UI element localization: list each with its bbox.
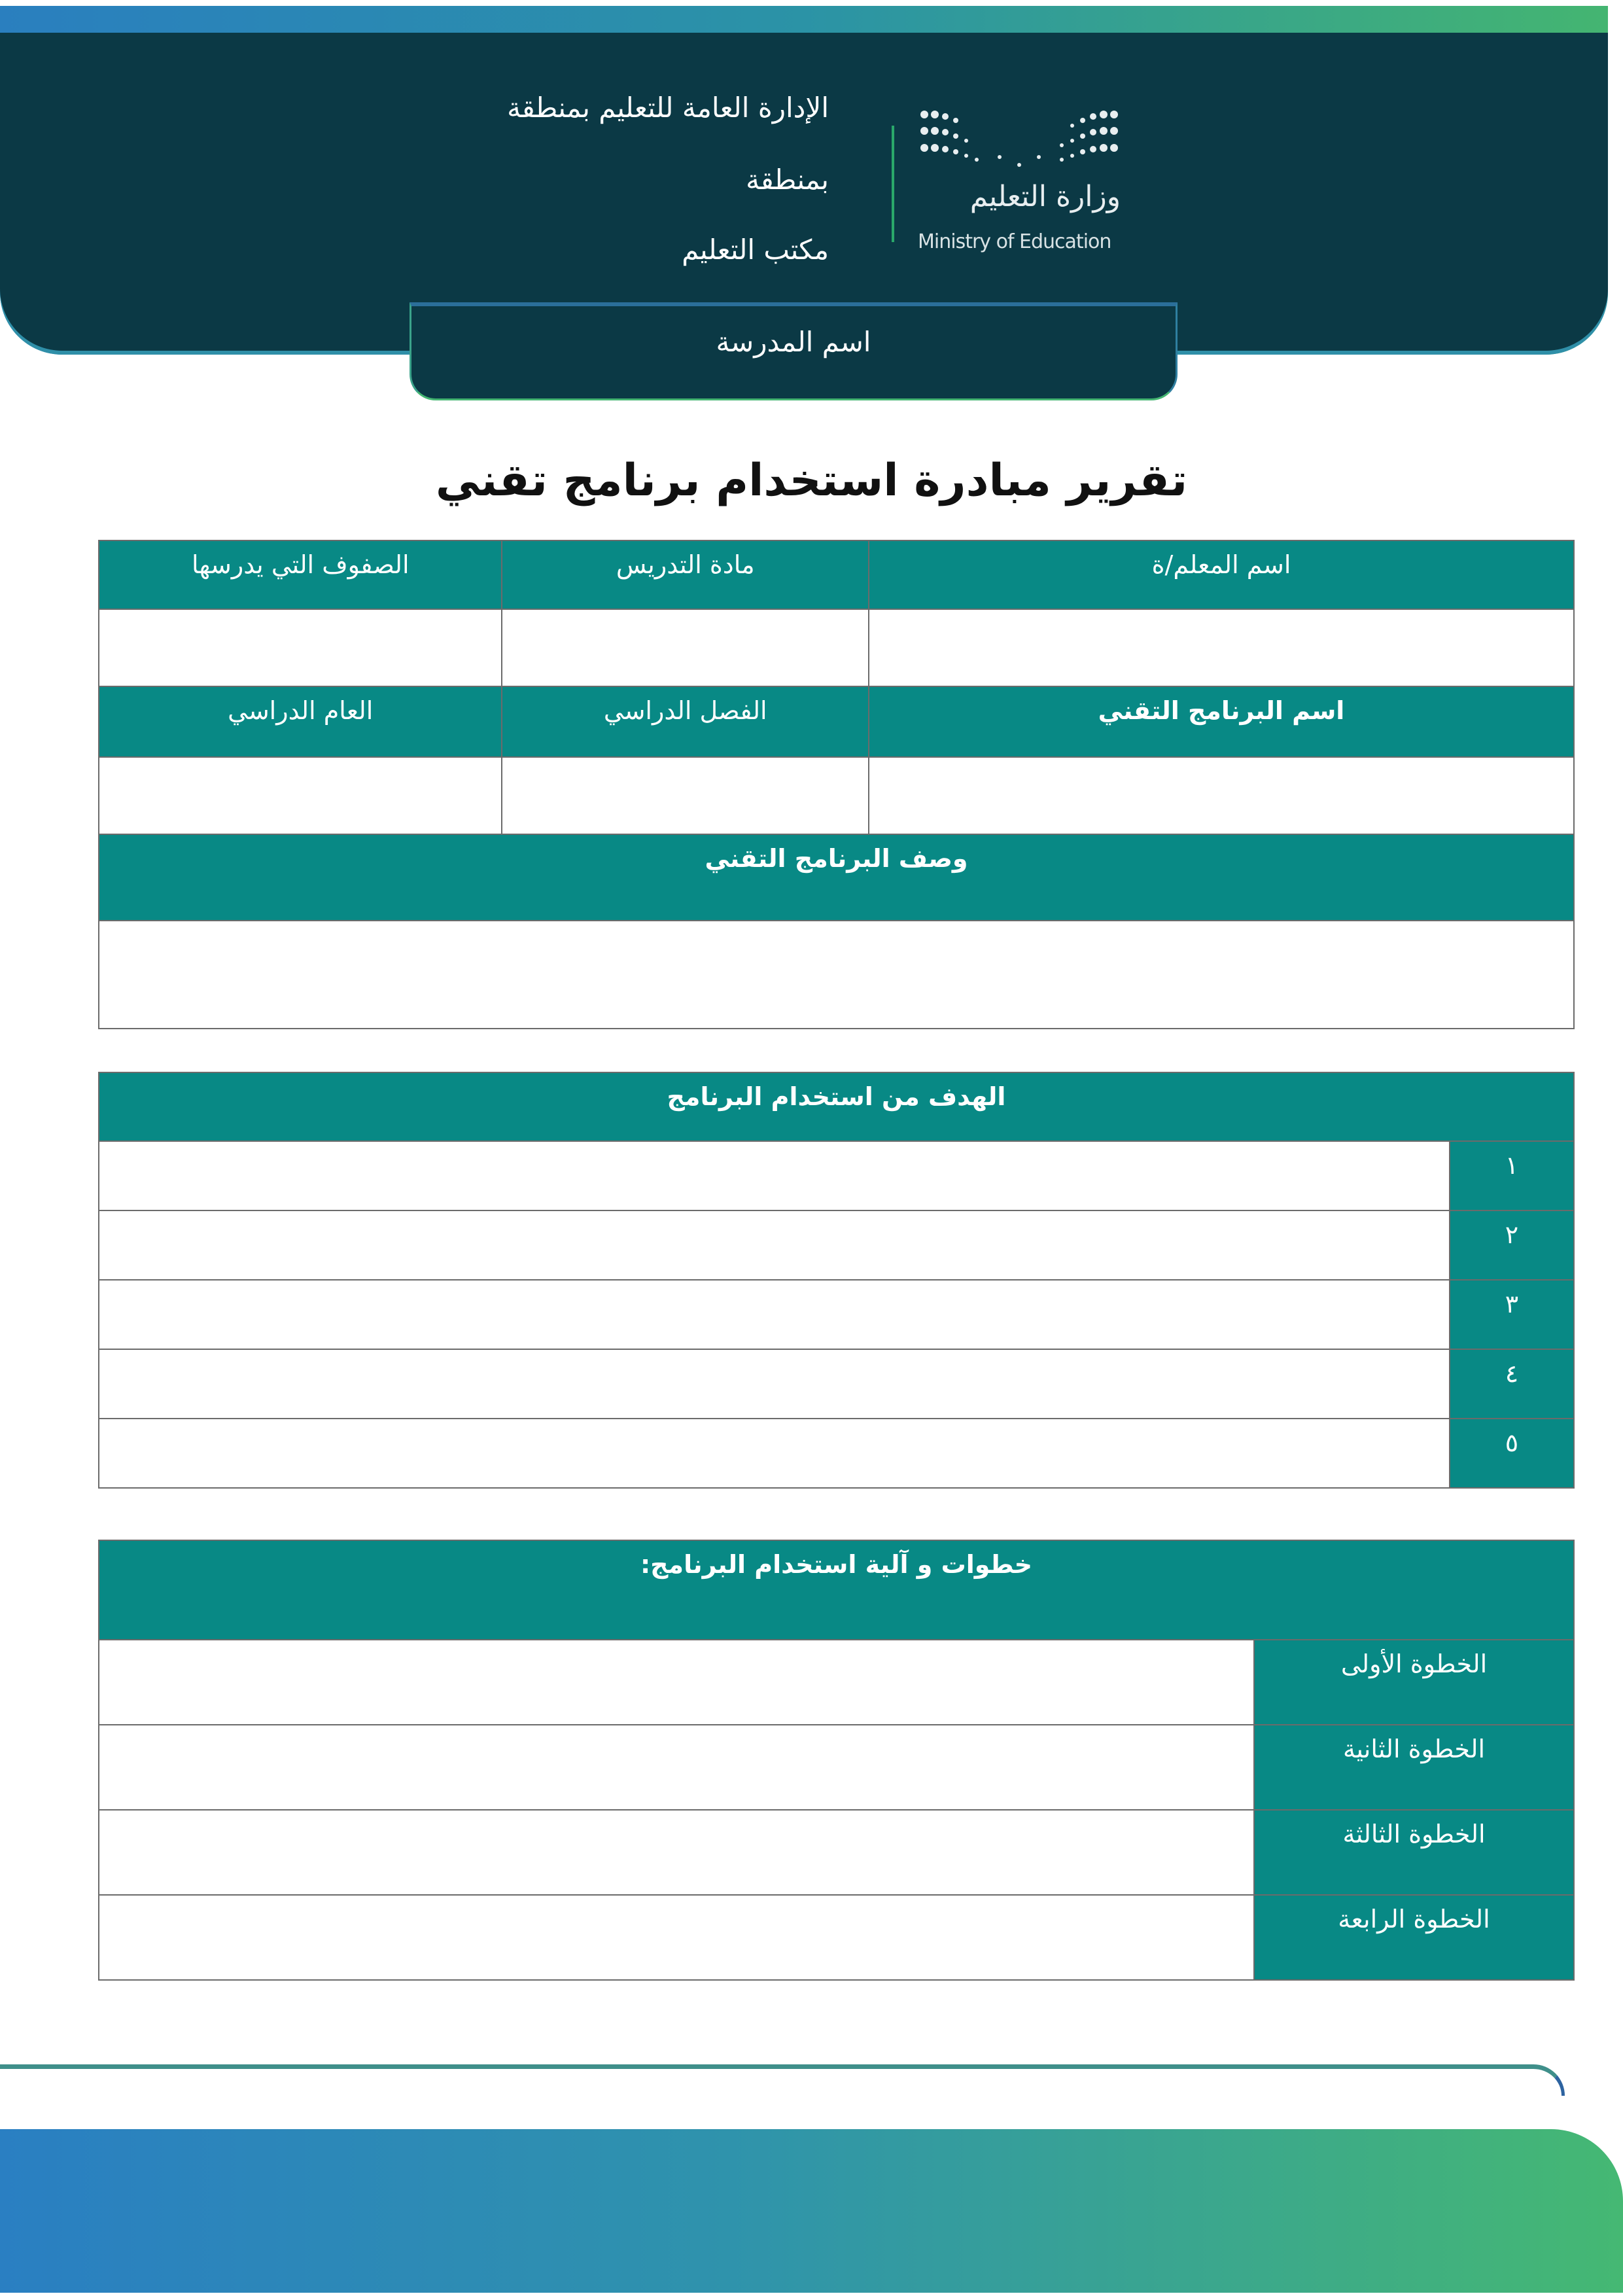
header-line-directorate: الإدارة العامة للتعليم بمنطقة xyxy=(507,92,829,124)
goal-number: ٣ xyxy=(1450,1280,1574,1349)
top-gradient-bar xyxy=(0,6,1608,33)
step-label: الخطوة الرابعة xyxy=(1254,1895,1574,1980)
steps-table xyxy=(98,1540,1575,1981)
grades-field[interactable] xyxy=(99,609,502,686)
school-name-box[interactable]: اسم المدرسة xyxy=(410,302,1178,400)
teacher-name-header: اسم المعلم/ة xyxy=(869,540,1574,609)
header-line-region: بمنطقة xyxy=(746,164,829,196)
academic-year-header: العام الدراسي xyxy=(99,686,502,757)
ministry-logo xyxy=(892,105,1121,262)
goal-field[interactable] xyxy=(99,1349,1450,1419)
step-field[interactable] xyxy=(99,1810,1254,1895)
page-title: تقرير مبادرة استخدام برنامج تقني xyxy=(435,455,1188,506)
logo-dots-icon xyxy=(918,105,1121,170)
step-label: الخطوة الأولى xyxy=(1254,1640,1574,1725)
logo-text-arabic: وزارة التعليم xyxy=(969,180,1121,213)
header-line-office: مكتب التعليم xyxy=(682,234,829,266)
goal-field[interactable] xyxy=(99,1419,1450,1488)
subject-field[interactable] xyxy=(502,609,869,686)
step-field[interactable] xyxy=(99,1640,1254,1725)
goal-field[interactable] xyxy=(99,1141,1450,1210)
logo-text-english: Ministry of Education xyxy=(918,230,1111,253)
footer-gradient-band xyxy=(0,2129,1623,2293)
description-field[interactable] xyxy=(99,921,1574,1029)
steps-header: خطوات و آلية استخدام البرنامج: xyxy=(99,1540,1574,1640)
goal-number: ٥ xyxy=(1450,1419,1574,1488)
goal-number: ٤ xyxy=(1450,1349,1574,1419)
program-name-header: اسم البرنامج التقني xyxy=(869,686,1574,757)
academic-year-field[interactable] xyxy=(99,757,502,834)
step-label: الخطوة الثالثة xyxy=(1254,1810,1574,1895)
goal-field[interactable] xyxy=(99,1210,1450,1280)
footer-line xyxy=(0,2064,1565,2096)
goals-table xyxy=(98,1072,1575,1489)
grades-header: الصفوف التي يدرسها xyxy=(99,540,502,609)
teacher-name-field[interactable] xyxy=(869,609,1574,686)
step-label: الخطوة الثانية xyxy=(1254,1725,1574,1810)
step-field[interactable] xyxy=(99,1895,1254,1980)
description-header: وصف البرنامج التقني xyxy=(99,834,1574,921)
subject-header: مادة التدريس xyxy=(502,540,869,609)
goal-field[interactable] xyxy=(99,1280,1450,1349)
info-table xyxy=(98,540,1575,1029)
step-field[interactable] xyxy=(99,1725,1254,1810)
semester-field[interactable] xyxy=(502,757,869,834)
goal-number: ٢ xyxy=(1450,1210,1574,1280)
semester-header: الفصل الدراسي xyxy=(502,686,869,757)
goals-header: الهدف من استخدام البرنامج xyxy=(99,1072,1574,1141)
program-name-field[interactable] xyxy=(869,757,1574,834)
goal-number: ١ xyxy=(1450,1141,1574,1210)
